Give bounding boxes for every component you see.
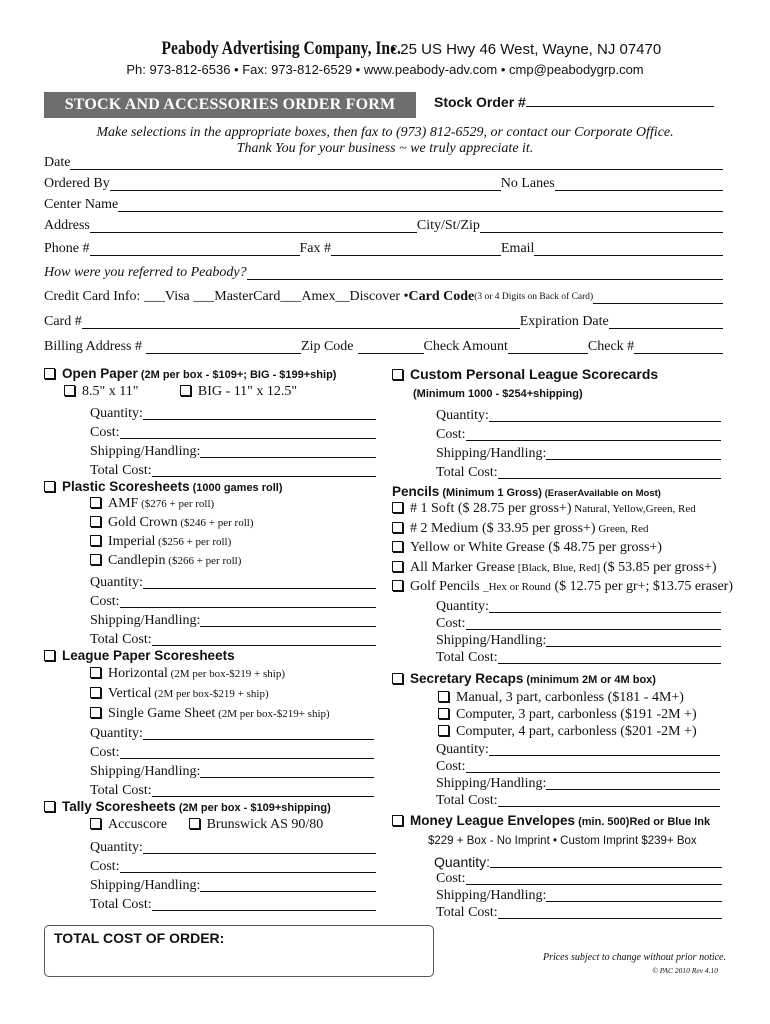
medium-pencil-colors: Green, Red xyxy=(595,522,649,535)
pencil-item-marker xyxy=(392,560,733,580)
credit-card-info-label: Credit Card Info: ___Visa ___MasterCard___Amex__Discover • xyxy=(44,289,409,304)
single-game-checkbox[interactable] xyxy=(90,707,101,718)
address-row xyxy=(44,217,723,235)
quantity-field[interactable] xyxy=(490,854,722,868)
cost-field[interactable] xyxy=(466,759,720,773)
cost-label: Cost: xyxy=(90,745,120,760)
envelope-fields xyxy=(434,852,722,921)
total-cost-of-order-label: TOTAL COST OF ORDER: xyxy=(54,930,225,946)
check-number-label: Check # xyxy=(587,339,635,354)
cost-label: Cost: xyxy=(436,871,466,886)
shipping-label: Shipping/Handling: xyxy=(90,878,201,893)
stock-order-field[interactable] xyxy=(526,92,714,107)
computer-4-recap-checkbox[interactable] xyxy=(438,725,449,736)
company-contact: Ph: 973-812-6536 • Fax: 973-812-6529 • www.peabody-adv.com • cmp@peabodygrp.com xyxy=(126,62,644,77)
pencil-item-grease xyxy=(392,540,733,560)
computer-3-recap-checkbox[interactable] xyxy=(438,708,449,719)
league-paper-title: League Paper Scoresheets xyxy=(62,648,235,663)
company-name: Peabody Advertising Company, Inc. xyxy=(161,38,401,59)
total-cost-field[interactable] xyxy=(498,465,721,479)
open-paper-title: Open Paper xyxy=(62,366,138,381)
horizontal-checkbox[interactable] xyxy=(90,667,101,678)
tally-section xyxy=(44,799,331,814)
quantity-label: Quantity: xyxy=(436,408,489,423)
golf-pencil-checkbox[interactable] xyxy=(392,580,403,591)
league-paper-checkbox[interactable] xyxy=(44,650,55,661)
center-name-label: Center Name xyxy=(44,197,119,212)
manual-recap-checkbox[interactable] xyxy=(438,691,449,702)
phone-label: Phone # xyxy=(44,241,90,256)
accuscore-checkbox[interactable] xyxy=(90,818,101,829)
computer-3-recap-label: Computer, 3 part, carbonless ($191 -2M +) xyxy=(456,707,697,722)
fax-label: Fax # xyxy=(299,241,331,256)
pencil-item-soft xyxy=(392,501,733,521)
imperial-price: ($256 + per roll) xyxy=(155,536,232,548)
letter-size-checkbox[interactable] xyxy=(64,385,75,396)
imperial-checkbox[interactable] xyxy=(90,535,101,546)
golf-pencil-type: _Hex or Round xyxy=(483,581,551,593)
pencils-detail: (Minimum 1 Gross) xyxy=(439,487,542,499)
envelopes-detail: (min. 500) xyxy=(575,816,630,828)
custom-section xyxy=(392,366,658,382)
total-cost-label: Total Cost: xyxy=(90,632,152,647)
ordered-by-label: Ordered By xyxy=(44,176,110,191)
soft-pencil-label: # 1 Soft ($ 28.75 per gross+) xyxy=(410,501,572,516)
envelopes-ink: Red or Blue Ink xyxy=(629,816,711,828)
check-amount-label: Check Amount xyxy=(423,339,508,354)
date-field[interactable] xyxy=(70,155,723,170)
card-number-label: Card # xyxy=(44,314,82,329)
recaps-checkbox[interactable] xyxy=(392,673,403,684)
cost-label: Cost: xyxy=(90,859,120,874)
shipping-field[interactable] xyxy=(200,878,376,892)
plastic-item-gold-crown xyxy=(90,515,253,534)
zip-code-field[interactable] xyxy=(358,339,424,354)
shipping-field[interactable] xyxy=(200,764,374,778)
total-cost-field[interactable] xyxy=(498,650,721,664)
ordered-by-row xyxy=(44,175,723,193)
amf-price: ($276 + per roll) xyxy=(138,498,215,510)
custom-detail: (Minimum 1000 - $254+shipping) xyxy=(413,388,583,400)
marker-grease-price: ($ 53.85 per gross+) xyxy=(602,559,717,575)
horizontal-price: (2M per box-$219 + ship) xyxy=(167,668,285,680)
city-st-zip-field[interactable] xyxy=(480,218,723,233)
check-number-field[interactable] xyxy=(634,339,723,354)
grease-pencil-label: Yellow or White Grease ($ 48.75 per gross+) xyxy=(410,540,662,555)
pencils-section xyxy=(392,484,661,499)
open-paper-checkbox[interactable] xyxy=(44,368,55,379)
cost-field[interactable] xyxy=(120,745,374,759)
gold-crown-checkbox[interactable] xyxy=(90,516,101,527)
custom-title: Custom Personal League Scorecards xyxy=(410,366,659,382)
expiration-field[interactable] xyxy=(609,314,723,329)
card-code-field[interactable] xyxy=(593,289,723,304)
cost-label: Cost: xyxy=(90,425,120,440)
big-size-label: BIG - 11" x 12.5" xyxy=(197,384,298,399)
plastic-item-amf xyxy=(90,496,253,515)
candlepin-label: Candlepin xyxy=(108,553,166,568)
quantity-field[interactable] xyxy=(489,408,721,422)
open-paper-detail: (2M per box - $109+; BIG - $199+ship) xyxy=(137,369,337,381)
amf-checkbox[interactable] xyxy=(90,497,101,508)
plastic-item-candlepin xyxy=(90,553,253,572)
league-paper-section xyxy=(44,648,235,663)
plastic-section xyxy=(44,479,283,494)
instructions-line1: Make selections in the appropriate boxes, then fax to (973) 812-6529, or contact our Corporate Office. xyxy=(96,125,674,140)
revision-note: © PAC 2010 Rev 4.10 xyxy=(652,966,718,975)
fax-field[interactable] xyxy=(331,241,501,256)
envelopes-checkbox[interactable] xyxy=(392,815,403,826)
cost-label: Cost: xyxy=(436,616,466,631)
recap-item-computer-4 xyxy=(438,724,697,741)
cost-field[interactable] xyxy=(466,427,721,441)
recap-fields xyxy=(436,741,720,809)
single-game-label: Single Game Sheet xyxy=(108,706,216,721)
open-paper-section xyxy=(44,366,336,381)
league-item-vertical xyxy=(90,686,330,706)
vertical-label: Vertical xyxy=(108,686,152,701)
billing-row xyxy=(44,338,723,356)
gold-crown-label: Gold Crown xyxy=(108,515,178,530)
tally-fields xyxy=(90,837,376,913)
letter-size-label: 8.5" x 11" xyxy=(82,384,139,399)
center-name-field[interactable] xyxy=(118,197,723,212)
shipping-label: Shipping/Handling: xyxy=(436,776,547,791)
total-cost-label: Total Cost: xyxy=(90,463,152,478)
cost-label: Cost: xyxy=(436,759,466,774)
recaps-title: Secretary Recaps xyxy=(410,671,524,686)
instructions-line2: Thank You for your business ~ we truly appreciate it. xyxy=(236,141,534,156)
quantity-field[interactable] xyxy=(143,575,376,589)
cost-label: Cost: xyxy=(90,594,120,609)
shipping-field[interactable] xyxy=(200,444,376,458)
address-label: Address xyxy=(44,218,90,233)
email-label: Email xyxy=(501,241,535,256)
plastic-fields xyxy=(90,572,376,648)
custom-checkbox[interactable] xyxy=(392,369,403,380)
pencil-fields xyxy=(436,598,721,666)
soft-pencil-colors: Natural, Yellow,Green, Red xyxy=(571,503,696,515)
instructions xyxy=(0,125,770,157)
quantity-field[interactable] xyxy=(143,406,376,420)
company-address: • 25 US Hwy 46 West, Wayne, NJ 07470 xyxy=(386,41,662,58)
cost-field[interactable] xyxy=(120,594,376,608)
no-lanes-label: No Lanes xyxy=(500,176,555,191)
recaps-detail: (minimum 2M or 4M box) xyxy=(523,674,656,686)
plastic-title: Plastic Scoresheets xyxy=(62,479,190,494)
form-title: STOCK AND ACCESSORIES ORDER FORM xyxy=(44,92,416,118)
brunswick-checkbox[interactable] xyxy=(189,818,200,829)
grease-pencil-checkbox[interactable] xyxy=(392,541,403,552)
total-cost-label: Total Cost: xyxy=(90,783,152,798)
plastic-detail: (1000 games roll) xyxy=(189,482,283,494)
referred-label: How were you referred to Peabody? xyxy=(44,265,247,280)
open-paper-fields xyxy=(90,403,376,479)
total-cost-label: Total Cost: xyxy=(436,465,498,480)
no-lanes-field[interactable] xyxy=(555,176,723,191)
phone-row xyxy=(44,240,723,258)
check-amount-field[interactable] xyxy=(508,339,588,354)
marker-grease-label: All Marker Grease xyxy=(410,559,515,575)
envelopes-pricing: $229 + Box - No Imprint • Custom Imprint $239+ Box xyxy=(428,835,697,847)
total-cost-label: Total Cost: xyxy=(436,905,498,920)
total-cost-field[interactable] xyxy=(498,793,720,807)
shipping-label: Shipping/Handling: xyxy=(436,446,547,461)
tally-options xyxy=(90,817,323,833)
card-number-row xyxy=(44,313,723,331)
quantity-field[interactable] xyxy=(143,840,376,854)
quantity-field[interactable] xyxy=(489,599,721,613)
cost-field[interactable] xyxy=(120,425,376,439)
pencil-items xyxy=(392,501,733,599)
golf-pencil-price: ($ 12.75 per gr+; $13.75 eraser) xyxy=(550,579,733,594)
plastic-items xyxy=(90,496,253,572)
marker-grease-checkbox[interactable] xyxy=(392,561,403,572)
pencil-item-medium xyxy=(392,521,733,541)
billing-address-field[interactable] xyxy=(146,339,301,354)
stock-order-label: Stock Order # xyxy=(434,94,526,110)
total-cost-label: Total Cost: xyxy=(90,897,152,912)
referred-field[interactable] xyxy=(247,265,723,280)
quantity-label: Quantity: xyxy=(436,742,489,757)
amf-label: AMF xyxy=(108,496,139,511)
plastic-checkbox[interactable] xyxy=(44,481,55,492)
card-code-label: Card Code xyxy=(408,289,475,304)
cost-field[interactable] xyxy=(466,616,721,630)
recap-items xyxy=(438,690,697,741)
quantity-label: Quantity: xyxy=(90,406,143,421)
zip-code-label: Zip Code xyxy=(301,339,354,354)
card-code-note: (3 or 4 Digits on Back of Card) xyxy=(474,292,594,302)
envelopes-title: Money League Envelopes xyxy=(410,813,576,828)
date-label: Date xyxy=(44,155,71,170)
golf-pencil-label: Golf Pencils xyxy=(410,579,484,594)
total-cost-field[interactable] xyxy=(152,463,376,477)
horizontal-label: Horizontal xyxy=(108,666,168,681)
soft-pencil-checkbox[interactable] xyxy=(392,502,403,513)
quantity-label: Quantity: xyxy=(90,726,143,741)
shipping-field[interactable] xyxy=(200,613,376,627)
quantity-field[interactable] xyxy=(143,726,374,740)
company-header xyxy=(0,38,770,60)
total-cost-label: Total Cost: xyxy=(436,650,498,665)
accuscore-label: Accuscore xyxy=(108,817,168,832)
candlepin-checkbox[interactable] xyxy=(90,554,101,565)
league-item-horizontal xyxy=(90,666,330,686)
cost-field[interactable] xyxy=(120,859,376,873)
tally-detail: (2M per box - $109+shipping) xyxy=(175,802,331,814)
address-field[interactable] xyxy=(90,218,417,233)
shipping-field[interactable] xyxy=(546,446,721,460)
manual-recap-label: Manual, 3 part, carbonless ($181 - 4M+) xyxy=(456,690,684,705)
recaps-section xyxy=(392,671,656,686)
shipping-label: Shipping/Handling: xyxy=(90,444,201,459)
center-name-row xyxy=(44,196,723,214)
league-paper-items xyxy=(90,666,330,726)
stock-order xyxy=(434,92,714,110)
shipping-field[interactable] xyxy=(546,888,722,902)
brunswick-label: Brunswick AS 90/80 xyxy=(206,817,324,832)
prices-note: Prices subject to change without prior notice. xyxy=(542,952,726,963)
total-cost-field[interactable] xyxy=(498,905,722,919)
ordered-by-field[interactable] xyxy=(110,176,501,191)
quantity-label: Quantity: xyxy=(90,840,143,855)
pencil-item-golf xyxy=(392,579,733,599)
envelopes-section xyxy=(392,813,710,828)
shipping-label: Shipping/Handling: xyxy=(90,613,201,628)
computer-4-recap-label: Computer, 4 part, carbonless ($201 -2M +) xyxy=(456,724,697,739)
card-number-field[interactable] xyxy=(82,314,520,329)
imperial-label: Imperial xyxy=(108,534,156,549)
quantity-label: Quantity: xyxy=(90,575,143,590)
pencils-title: Pencils xyxy=(392,484,440,499)
billing-address-label: Billing Address # xyxy=(44,339,143,354)
medium-pencil-checkbox[interactable] xyxy=(392,522,403,533)
quantity-field[interactable] xyxy=(489,742,720,756)
shipping-field[interactable] xyxy=(546,633,721,647)
referred-row xyxy=(44,264,723,282)
total-cost-label: Total Cost: xyxy=(436,793,498,808)
shipping-label: Shipping/Handling: xyxy=(90,764,201,779)
phone-field[interactable] xyxy=(90,241,300,256)
recap-item-manual xyxy=(438,690,697,707)
quantity-label: Quantity: xyxy=(436,599,489,614)
vertical-checkbox[interactable] xyxy=(90,687,101,698)
shipping-label: Shipping/Handling: xyxy=(436,633,547,648)
vertical-price: (2M per box-$219 + ship) xyxy=(151,688,269,700)
gold-crown-price: ($246 + per roll) xyxy=(177,517,254,529)
email-field[interactable] xyxy=(534,241,723,256)
city-st-zip-label: City/St/Zip xyxy=(416,218,480,233)
total-cost-field[interactable] xyxy=(152,632,376,646)
date-row xyxy=(44,154,723,172)
pencils-eraser: (EraserAvailable on Most) xyxy=(541,488,661,499)
cost-field[interactable] xyxy=(466,871,722,885)
open-paper-options xyxy=(64,384,297,400)
marker-grease-colors: [Black, Blue, Red] xyxy=(514,561,603,574)
shipping-label: Shipping/Handling: xyxy=(436,888,547,903)
tally-title: Tally Scoresheets xyxy=(62,799,176,814)
custom-fields xyxy=(436,405,721,481)
cost-label: Cost: xyxy=(436,427,466,442)
quantity-label: Quantity: xyxy=(434,854,491,870)
expiration-label: Expiration Date xyxy=(519,314,609,329)
shipping-field[interactable] xyxy=(546,776,720,790)
tally-checkbox[interactable] xyxy=(44,801,55,812)
plastic-item-imperial xyxy=(90,534,253,553)
recap-item-computer-3 xyxy=(438,707,697,724)
medium-pencil-label: # 2 Medium ($ 33.95 per gross+) xyxy=(410,520,596,536)
total-cost-field[interactable] xyxy=(152,897,376,911)
big-size-checkbox[interactable] xyxy=(180,385,191,396)
candlepin-price: ($266 + per roll) xyxy=(165,555,242,567)
league-paper-fields xyxy=(90,723,374,799)
credit-card-row xyxy=(44,288,723,306)
single-game-price: (2M per box-$219+ ship) xyxy=(215,708,330,720)
total-cost-field[interactable] xyxy=(152,783,374,797)
